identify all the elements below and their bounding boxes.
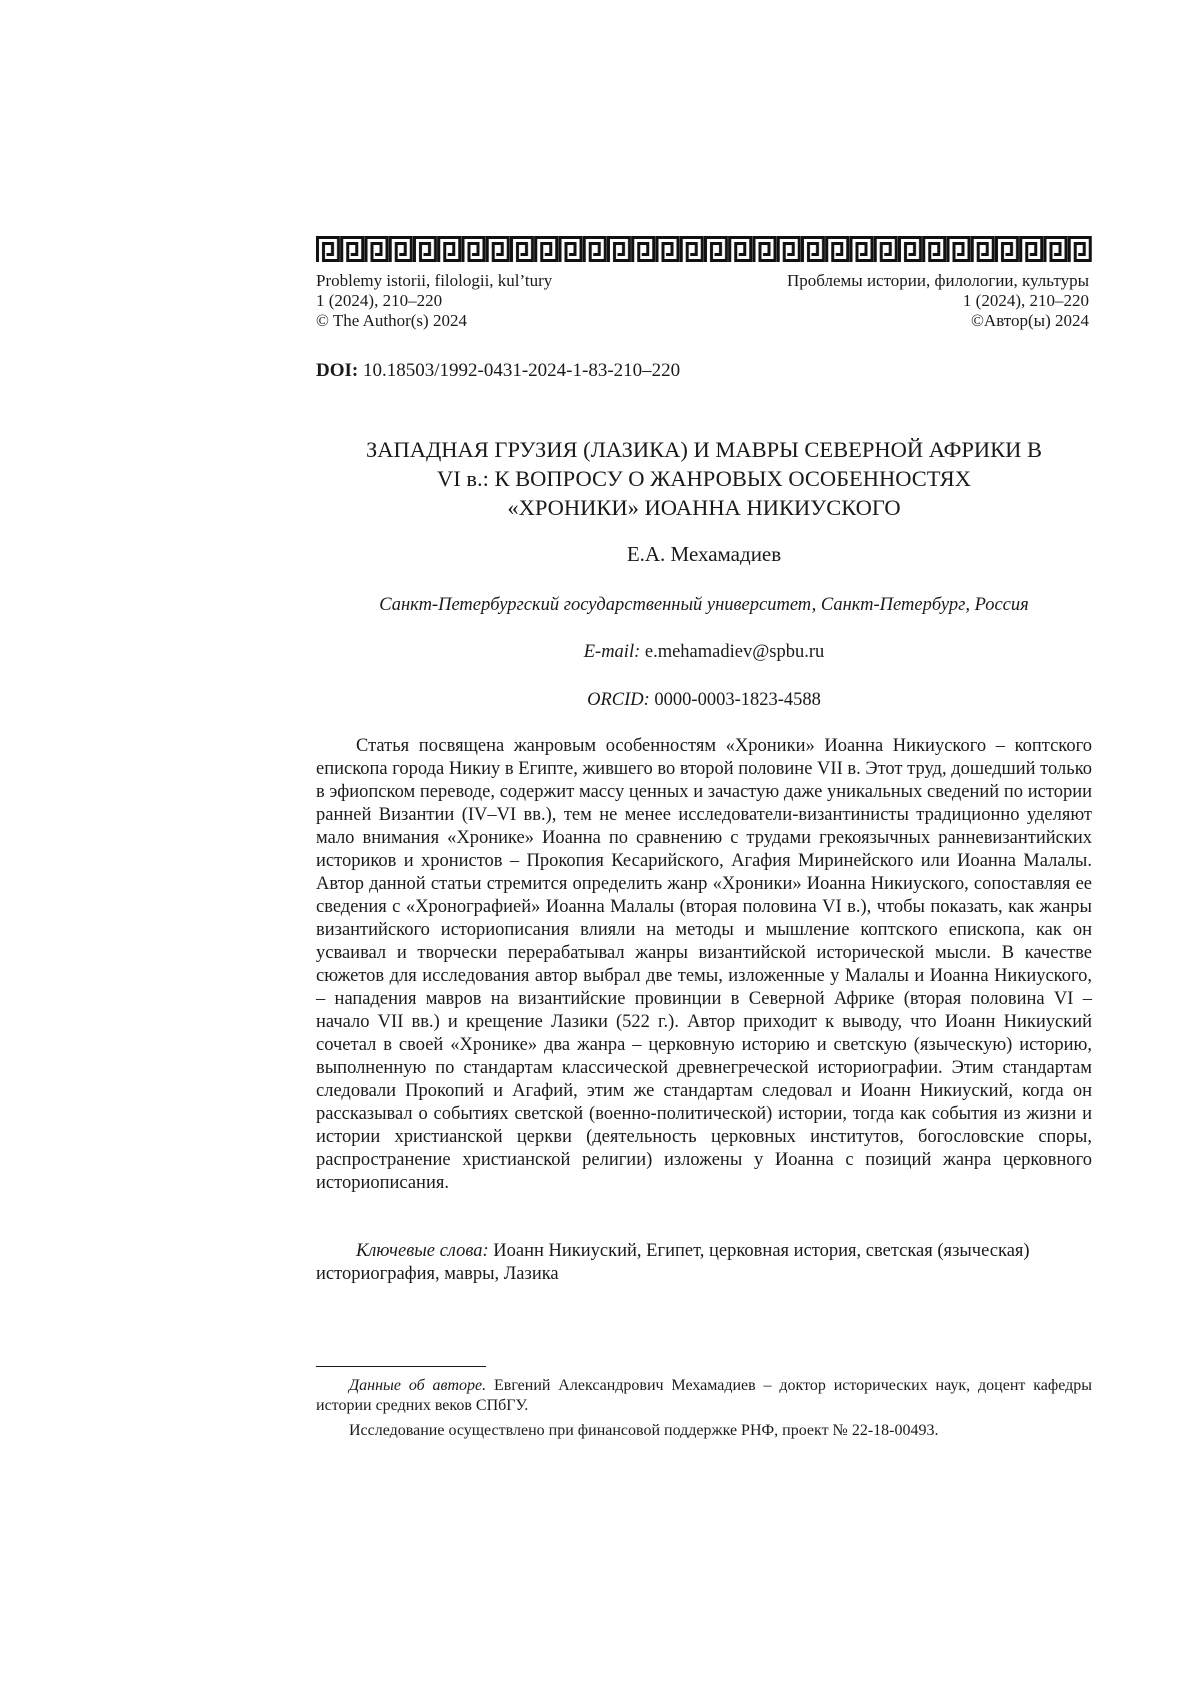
author-name: Е.А. Мехамадиев <box>626 542 782 566</box>
footnote-separator <box>316 1366 486 1367</box>
email-label: E-mail: <box>583 642 641 662</box>
issue-pages-latin: 1 (2024), 210–220 <box>316 291 443 310</box>
header-cyrillic <box>787 271 1089 331</box>
keywords <box>316 1240 1092 1286</box>
issue-pages-cyrillic: 1 (2024), 210–220 <box>962 291 1089 310</box>
journal-name-latin: Problemy istorii, filologii, kul’tury <box>316 271 553 290</box>
copyright-cyrillic: ©Автор(ы) 2024 <box>971 311 1089 330</box>
footnote-author-label: Данные об авторе. <box>349 1377 487 1394</box>
title-line-1: ЗАПАДНАЯ ГРУЗИЯ (ЛАЗИКА) И МАВРЫ СЕВЕРНОЙ АФРИКИ В <box>365 437 1043 462</box>
author-affiliation: Санкт-Петербургский государственный университет, Санкт-Петербург, Россия <box>379 595 1029 615</box>
greek-key-border <box>316 236 1092 262</box>
keywords-text: Иоанн Никиуский, Египет, церковная история, светская (языческая) историография, мавры, Лазика <box>316 1241 1030 1284</box>
email-address[interactable]: e.mehamadiev@spbu.ru <box>644 642 825 662</box>
orcid-label: ORCID: <box>587 690 650 710</box>
footnote-author-info <box>316 1376 1092 1416</box>
doi-value[interactable]: 10.18503/1992-0431-2024-1-83-210–220 <box>362 360 681 381</box>
footnote-funding: Исследование осуществлено при финансовой поддержке РНФ, проект № 22-18-00493. <box>349 1422 939 1439</box>
doi-label: DOI: <box>316 360 359 381</box>
title-line-2: VI в.: К ВОПРОСУ О ЖАНРОВЫХ ОСОБЕННОСТЯХ <box>437 466 971 491</box>
orcid-id[interactable]: 0000-0003-1823-4588 <box>654 690 821 710</box>
orcid-line <box>316 688 1092 712</box>
header-latin <box>316 271 552 331</box>
title-line-3: «ХРОНИКИ» ИОАННА НИКИУСКОГО <box>507 495 901 520</box>
keywords-label: Ключевые слова: <box>356 1241 489 1261</box>
journal-name-cyrillic: Проблемы истории, филологии, культуры <box>786 271 1089 290</box>
email-line <box>316 640 1092 664</box>
doi-line <box>316 359 680 383</box>
abstract: Статья посвящена жанровым особенностям «Хроники» Иоанна Никиуского – коптского епископа города Никиу в Египте, жившего во второй половине VII в. Этот труд, дошедший только в эфиопском переводе, содержит массу ценных и зачастую даже уникальных сведений по истории ранней Византии (IV–VI вв.), тем не менее исследователи-византинисты традиционно уделяют мало внимания «Хронике» Иоанна по сравнению с трудами грекоязычных ранневизантийских историков и хронистов – Прокопия Кесарийского, Агафия Миринейского или Иоанна Малалы. Автор данной статьи стремится определить жанр «Хроники» Иоанна Никиуского, сопоставляя ее сведения с «Хронографией» Иоанна Малалы (вторая половина VI в.), чтобы показать, как жанры византийского историописания влияли на методы и мышление коптского епископа, как он усваивал и творчески перерабатывал жанры византийской исторической мысли. В качестве сюжетов для исследования автор выбрал две темы, изложенные у Малалы и Иоанна Никиуского, – нападения мавров на византийские провинции в Северной Африке (вторая половина VI – начало VII вв.) и крещение Лазики (522 г.). Автор приходит к выводу, что Иоанн Никиуский сочетал в своей «Хронике» два жанра – церковную историю и светскую (языческую) историю, выполненную по стандартам классической древнегреческой историографии. Этим стандартам следовали Прокопий и Агафий, этим же стандартам следовал и Иоанн Никиуский, когда он рассказывал о событиях светской (военно-политической) истории, тогда как события из жизни и истории христианской церкви (деятельность церковных институтов, богословские споры, распространение христианской религии) изложены у Иоанна с позиций жанра церковного историописания. <box>316 736 1092 1193</box>
footnote-author-text: Евгений Александрович Мехамадиев – доктор исторических наук, доцент кафедры истории средних веков СПбГУ. <box>316 1377 1093 1414</box>
copyright-latin: © The Author(s) 2024 <box>316 311 467 330</box>
article-title <box>316 435 1092 522</box>
